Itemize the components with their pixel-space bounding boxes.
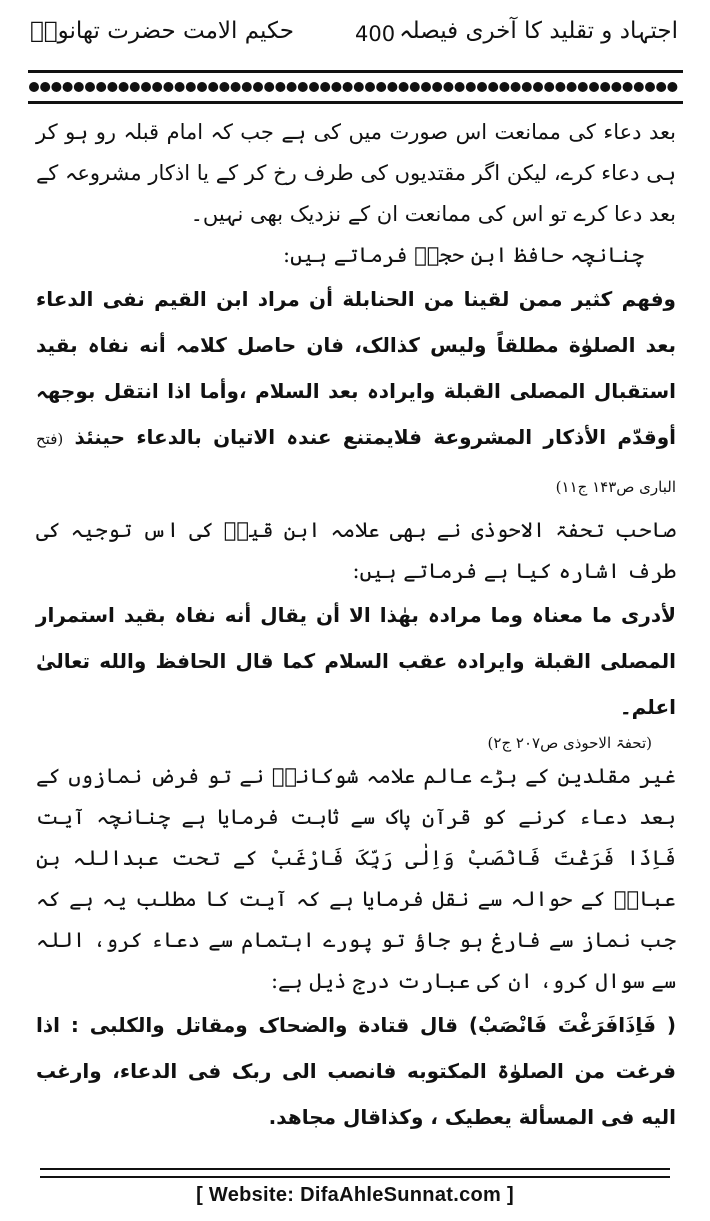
ornament-dot [40, 82, 50, 92]
ornament-dot [231, 82, 241, 92]
ornament-bottom-rule [28, 101, 683, 104]
ornament-dot [163, 82, 173, 92]
ornament-dot [130, 82, 140, 92]
ornament-dot [343, 82, 353, 92]
ornament-dot [242, 82, 252, 92]
arabic-quote-1-text: وفھم کثیر ممن لقینا من الحنابلة أن مراد ابن القیم نفی الدعاء بعد الصلوٰة مطلقاً ولیس کذالک، فان حاصل کلامہ أنه نفاہ بقید استقبال المصلی القبلة وایرادہ بعد السلام ،وأما اذا انتقل بوجھہ أوقدّم الأذکار المشروعة فلایمتنع عندہ الاتیان بالدعاء حینئذ [36, 287, 676, 449]
page-body [36, 112, 676, 1140]
ornament-dot [141, 82, 151, 92]
ornament-dot [51, 82, 61, 92]
ornament-dot [567, 82, 577, 92]
ornament-dot [555, 82, 565, 92]
ornament-dot [275, 82, 285, 92]
book-title: اجتہاد و تقلید کا آخری فیصلہ [399, 18, 678, 44]
ornament-dot [331, 82, 341, 92]
paragraph-1: بعد دعاء کی ممانعت اس صورت میں کی ہے جب کہ امام قبلہ رو ہو کر ہی دعاء کرے، لیکن اگر مقتدیوں کی طرف رخ کر کے یا اذکار مشروعہ کے بعد دعا کرے تو اس کی ممانعت ان کے نزدیک بھی نہیں۔ [36, 120, 676, 226]
ornament-dot [287, 82, 297, 92]
ornament-dots [28, 70, 683, 104]
ornament-dot [544, 82, 554, 92]
author-title: حکیم الامت حضرت تھانویؒ [30, 18, 294, 44]
ornament-dot [365, 82, 375, 92]
ornament-dot [387, 82, 397, 92]
ornament-dot [63, 82, 73, 92]
ornament-dot [432, 82, 442, 92]
paragraph-2: چنانچہ حافظ ابن حجرؒ فرماتے ہیں: [283, 243, 644, 267]
ornament-dot [186, 82, 196, 92]
footer-website: [ Website: DifaAhleSunnat.com ] [196, 1184, 514, 1206]
footer-divider [40, 1168, 670, 1182]
ornament-dot [119, 82, 129, 92]
ornament-dot [667, 82, 677, 92]
ornament-dot [197, 82, 207, 92]
ornament-dot [399, 82, 409, 92]
ornament-dot [634, 82, 644, 92]
paragraph-4: غیر مقلدین کے بڑے عالم علامہ شوکانیؒ نے تو فرض نمازوں کے بعد دعاء کرنے کو قرآن پاک سے ثابت فرمایا ہے چنانچہ آیت فَاِذَا فَرَغْتَ فَانْصَبْ وَاِلٰی رَبِّکَ فَارْغَبْ کے تحت عبداللہ بن عباسؓ کے حوالہ سے نقل فرمایا ہے کہ آیت کا مطلب یہ ہے کہ جب نماز سے فارغ ہو جاؤ تو پورے اہتمام سے دعاء کرو، اللہ سے سوال کرو، ان کی عبارت درج ذیل ہے: [36, 764, 676, 993]
ornament-dot [623, 82, 633, 92]
ornament-dot [488, 82, 498, 92]
ornament-dot [522, 82, 532, 92]
ornament-dot [253, 82, 263, 92]
page-number: 400 [355, 22, 396, 46]
ornament-dot [645, 82, 655, 92]
ornament-dot [656, 82, 666, 92]
ornament-dot [320, 82, 330, 92]
ornament-dot [477, 82, 487, 92]
ornament-dot [455, 82, 465, 92]
ornament-dot [611, 82, 621, 92]
ornament-dot [354, 82, 364, 92]
ornament-dot [107, 82, 117, 92]
ornament-dot [533, 82, 543, 92]
paragraph-3: صاحب تحفۃ الاحوذی نے بھی علامہ ابن قیمؒ کی اس توجیہ کی طرف اشارہ کیا ہے فرماتے ہیں: [36, 518, 676, 583]
footer-rule-bottom [40, 1176, 670, 1178]
ornament-dot [74, 82, 84, 92]
header-ornament-divider [28, 70, 683, 104]
ornament-dot [443, 82, 453, 92]
ornament-dot [600, 82, 610, 92]
ornament-dot [175, 82, 185, 92]
reference-fath-al-bari: (فتح الباری ص۱۴۳ ج۱۱) [36, 430, 676, 496]
arabic-quote-2: لأدری ما معناہ وما مرادہ بھٰذا الا أن یقال أنه نفاہ بقید استمرار المصلی القبلة وایرادہ عقب السلام کما قال الحافظ والله تعالیٰ اعلم۔ [36, 603, 676, 719]
footer-rule-top [40, 1168, 670, 1170]
ornament-dot [410, 82, 420, 92]
ornament-dot [208, 82, 218, 92]
reference-tuhfat-al-ahwadhi: (تحفۃ الاحوذی ص۲۰۷ ج۲) [487, 734, 652, 752]
ornament-dot [219, 82, 229, 92]
ornament-dot [499, 82, 509, 92]
ornament-dot [578, 82, 588, 92]
ornament-dot [264, 82, 274, 92]
ornament-dot [96, 82, 106, 92]
ornament-dot [589, 82, 599, 92]
ornament-dot [421, 82, 431, 92]
ornament-dot [85, 82, 95, 92]
ornament-dot [466, 82, 476, 92]
arabic-quote-3: ( فَاِذَافَرَغْتَ فَانْصَبْ) قال قتادة والضحاک ومقاتل والکلبی : اذا فرغت من الصلوٰۃ المکتوبه فانصب الی ربک فی الدعاء، وارغب الیه فی المسألة یعطیک ، وکذاقال مجاھد. [36, 1013, 676, 1129]
ornament-dot [29, 82, 39, 92]
page-header [30, 14, 680, 64]
ornament-dot [298, 82, 308, 92]
arabic-quote-1 [36, 276, 676, 510]
ornament-dot [376, 82, 386, 92]
ornament-dot [152, 82, 162, 92]
ornament-dot [511, 82, 521, 92]
ornament-dot [309, 82, 319, 92]
